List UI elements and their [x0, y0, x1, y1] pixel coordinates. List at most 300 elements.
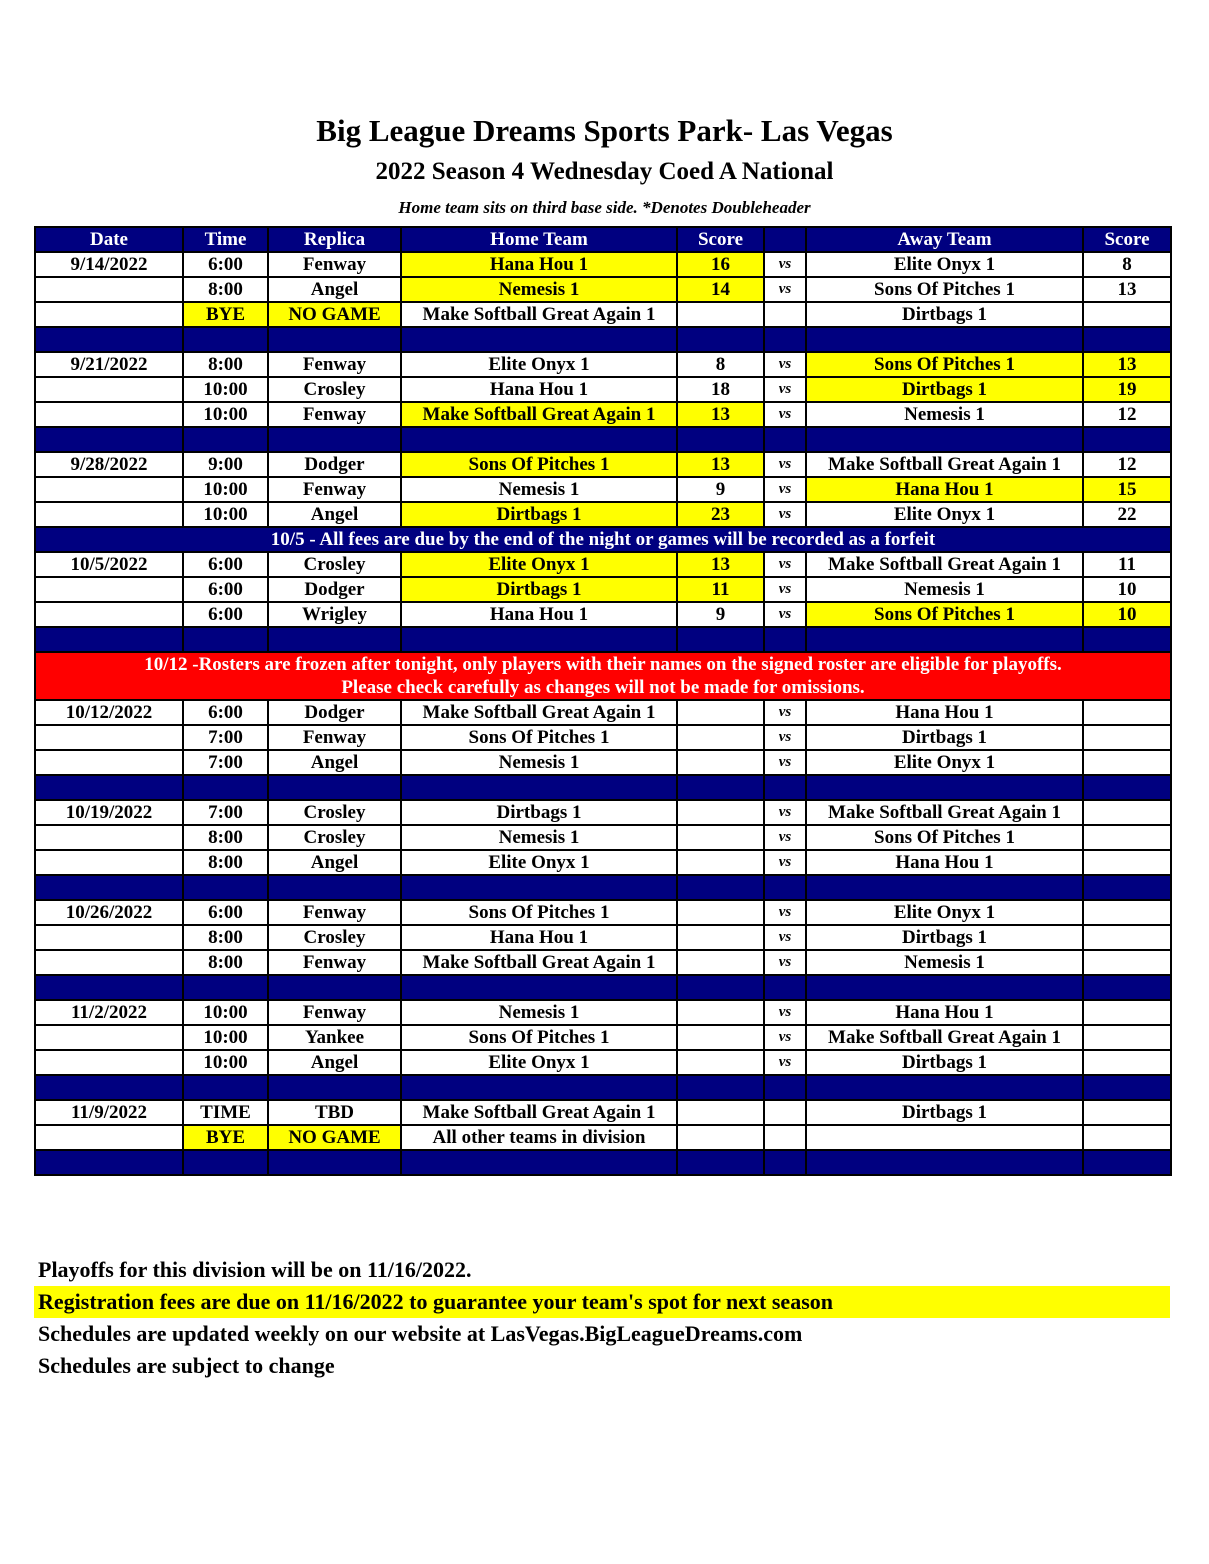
away-score-cell: 12: [1083, 402, 1171, 427]
game-row: [35, 1100, 1171, 1125]
vs-cell: vs: [764, 602, 806, 627]
home-team-cell: Dirtbags 1: [401, 502, 677, 527]
away-team-cell: Sons Of Pitches 1: [806, 277, 1083, 302]
away-score-cell: [1083, 825, 1171, 850]
vs-cell: [764, 302, 806, 327]
home-score-cell: [677, 700, 764, 725]
time-cell: 10:00: [183, 1025, 268, 1050]
home-score-cell: [677, 800, 764, 825]
date-cell: [35, 477, 183, 502]
separator-cell: [401, 775, 677, 800]
date-cell: [35, 602, 183, 627]
date-cell: [35, 850, 183, 875]
away-team-cell: Dirtbags 1: [806, 1050, 1083, 1075]
date-cell: 9/14/2022: [35, 252, 183, 277]
vs-cell: vs: [764, 477, 806, 502]
separator-cell: [1083, 1150, 1171, 1175]
away-team-cell: Sons Of Pitches 1: [806, 352, 1083, 377]
separator-row: [35, 327, 1171, 352]
away-score-cell: 15: [1083, 477, 1171, 502]
schedule-body: [35, 252, 1171, 1175]
home-team-cell: Dirtbags 1: [401, 800, 677, 825]
vs-cell: vs: [764, 950, 806, 975]
time-cell: 8:00: [183, 850, 268, 875]
time-cell: 8:00: [183, 950, 268, 975]
column-header-time: Time: [183, 227, 268, 252]
separator-cell: [183, 775, 268, 800]
schedule-table: [34, 226, 1172, 1176]
separator-row: [35, 1075, 1171, 1100]
separator-cell: [764, 1150, 806, 1175]
home-score-cell: [677, 850, 764, 875]
separator-cell: [35, 875, 183, 900]
separator-cell: [183, 875, 268, 900]
away-team-cell: Elite Onyx 1: [806, 502, 1083, 527]
separator-cell: [1083, 975, 1171, 1000]
vs-cell: vs: [764, 252, 806, 277]
date-cell: [35, 950, 183, 975]
home-team-cell: Sons Of Pitches 1: [401, 452, 677, 477]
home-team-cell: Sons Of Pitches 1: [401, 900, 677, 925]
replica-cell: Angel: [268, 1050, 401, 1075]
separator-cell: [764, 327, 806, 352]
away-score-cell: [1083, 925, 1171, 950]
time-cell: 9:00: [183, 452, 268, 477]
separator-cell: [35, 627, 183, 652]
vs-cell: vs: [764, 825, 806, 850]
separator-cell: [806, 627, 1083, 652]
date-cell: 9/21/2022: [35, 352, 183, 377]
home-score-cell: [677, 302, 764, 327]
away-team-cell: Dirtbags 1: [806, 377, 1083, 402]
separator-cell: [35, 975, 183, 1000]
away-team-cell: [806, 1125, 1083, 1150]
home-team-cell: Hana Hou 1: [401, 252, 677, 277]
separator-cell: [183, 427, 268, 452]
game-row: [35, 925, 1171, 950]
home-score-cell: 11: [677, 577, 764, 602]
home-score-cell: 18: [677, 377, 764, 402]
time-cell: 6:00: [183, 900, 268, 925]
website-note: Schedules are updated weekly on our website at LasVegas.BigLeagueDreams.com: [38, 1321, 803, 1346]
home-score-cell: [677, 1025, 764, 1050]
replica-cell: NO GAME: [268, 1125, 401, 1150]
replica-cell: Angel: [268, 850, 401, 875]
game-row: [35, 950, 1171, 975]
separator-row: [35, 775, 1171, 800]
column-header-vs: [764, 227, 806, 252]
separator-cell: [268, 627, 401, 652]
separator-cell: [677, 775, 764, 800]
time-cell: 8:00: [183, 352, 268, 377]
separator-cell: [401, 627, 677, 652]
date-cell: [35, 577, 183, 602]
home-score-cell: [677, 725, 764, 750]
time-cell: 8:00: [183, 277, 268, 302]
home-team-cell: Make Softball Great Again 1: [401, 950, 677, 975]
separator-cell: [806, 775, 1083, 800]
home-team-cell: Nemesis 1: [401, 750, 677, 775]
home-score-cell: 14: [677, 277, 764, 302]
home-score-cell: 9: [677, 477, 764, 502]
away-team-cell: Nemesis 1: [806, 402, 1083, 427]
home-team-cell: Nemesis 1: [401, 825, 677, 850]
separator-cell: [401, 327, 677, 352]
home-score-cell: [677, 900, 764, 925]
away-score-cell: [1083, 900, 1171, 925]
away-score-cell: 8: [1083, 252, 1171, 277]
time-cell: 7:00: [183, 800, 268, 825]
time-cell: 6:00: [183, 552, 268, 577]
replica-cell: Angel: [268, 502, 401, 527]
replica-cell: Angel: [268, 277, 401, 302]
vs-cell: vs: [764, 1000, 806, 1025]
home-team-cell: Elite Onyx 1: [401, 552, 677, 577]
date-cell: 9/28/2022: [35, 452, 183, 477]
separator-cell: [268, 875, 401, 900]
away-score-cell: [1083, 1025, 1171, 1050]
separator-cell: [764, 1075, 806, 1100]
separator-cell: [677, 327, 764, 352]
replica-cell: Fenway: [268, 477, 401, 502]
replica-cell: Fenway: [268, 725, 401, 750]
header-row: [35, 227, 1171, 252]
game-row: [35, 602, 1171, 627]
separator-cell: [35, 427, 183, 452]
time-cell: 10:00: [183, 1000, 268, 1025]
away-score-cell: [1083, 950, 1171, 975]
vs-cell: vs: [764, 900, 806, 925]
away-score-cell: [1083, 750, 1171, 775]
separator-cell: [1083, 327, 1171, 352]
vs-cell: vs: [764, 552, 806, 577]
separator-cell: [806, 875, 1083, 900]
home-team-cell: Hana Hou 1: [401, 377, 677, 402]
home-score-cell: 13: [677, 552, 764, 577]
home-team-cell: Hana Hou 1: [401, 602, 677, 627]
game-row: [35, 800, 1171, 825]
game-row: [35, 900, 1171, 925]
separator-cell: [1083, 775, 1171, 800]
home-score-cell: [677, 1050, 764, 1075]
game-row: [35, 402, 1171, 427]
separator-cell: [268, 775, 401, 800]
separator-row: [35, 627, 1171, 652]
home-score-cell: 16: [677, 252, 764, 277]
separator-cell: [677, 627, 764, 652]
date-cell: [35, 1125, 183, 1150]
away-team-cell: Dirtbags 1: [806, 302, 1083, 327]
date-cell: 10/26/2022: [35, 900, 183, 925]
away-team-cell: Sons Of Pitches 1: [806, 602, 1083, 627]
away-score-cell: 22: [1083, 502, 1171, 527]
replica-cell: Fenway: [268, 352, 401, 377]
home-team-cell: Elite Onyx 1: [401, 850, 677, 875]
vs-cell: vs: [764, 352, 806, 377]
separator-cell: [764, 975, 806, 1000]
home-team-cell: Elite Onyx 1: [401, 352, 677, 377]
home-score-cell: 8: [677, 352, 764, 377]
home-score-cell: [677, 1000, 764, 1025]
time-cell: 10:00: [183, 502, 268, 527]
replica-cell: Angel: [268, 750, 401, 775]
separator-cell: [35, 775, 183, 800]
away-score-cell: [1083, 800, 1171, 825]
replica-cell: Dodger: [268, 452, 401, 477]
page-title: Big League Dreams Sports Park- Las Vegas: [316, 113, 893, 148]
time-cell: 6:00: [183, 700, 268, 725]
separator-cell: [401, 427, 677, 452]
alert-cell: [35, 652, 1171, 700]
separator-cell: [401, 875, 677, 900]
home-score-cell: [677, 1100, 764, 1125]
separator-cell: [677, 875, 764, 900]
separator-cell: [35, 1150, 183, 1175]
home-team-cell: Nemesis 1: [401, 277, 677, 302]
separator-row: [35, 875, 1171, 900]
vs-cell: vs: [764, 402, 806, 427]
game-row: [35, 1025, 1171, 1050]
game-row: [35, 750, 1171, 775]
game-row: [35, 725, 1171, 750]
replica-cell: Crosley: [268, 800, 401, 825]
time-cell: 10:00: [183, 402, 268, 427]
away-team-cell: Hana Hou 1: [806, 850, 1083, 875]
time-cell: 7:00: [183, 725, 268, 750]
vs-cell: vs: [764, 277, 806, 302]
replica-cell: TBD: [268, 1100, 401, 1125]
time-cell: 10:00: [183, 477, 268, 502]
notice-row: [35, 527, 1171, 552]
date-cell: 10/19/2022: [35, 800, 183, 825]
replica-cell: Fenway: [268, 900, 401, 925]
game-row: [35, 277, 1171, 302]
away-score-cell: [1083, 1000, 1171, 1025]
separator-row: [35, 975, 1171, 1000]
home-team-cell: Hana Hou 1: [401, 925, 677, 950]
time-cell: 8:00: [183, 925, 268, 950]
column-header-replica: Replica: [268, 227, 401, 252]
away-team-cell: Elite Onyx 1: [806, 900, 1083, 925]
away-score-cell: 13: [1083, 352, 1171, 377]
game-row: [35, 302, 1171, 327]
home-team-cell: Make Softball Great Again 1: [401, 302, 677, 327]
home-team-cell: All other teams in division: [401, 1125, 677, 1150]
away-score-cell: 12: [1083, 452, 1171, 477]
vs-cell: vs: [764, 1025, 806, 1050]
away-score-cell: [1083, 850, 1171, 875]
separator-cell: [268, 427, 401, 452]
game-row: [35, 1050, 1171, 1075]
separator-cell: [401, 975, 677, 1000]
separator-cell: [1083, 427, 1171, 452]
game-row: [35, 452, 1171, 477]
column-header-away-score: Score: [1083, 227, 1171, 252]
vs-cell: vs: [764, 725, 806, 750]
game-row: [35, 477, 1171, 502]
home-score-cell: [677, 925, 764, 950]
replica-cell: Fenway: [268, 402, 401, 427]
separator-cell: [764, 775, 806, 800]
separator-cell: [677, 427, 764, 452]
date-cell: [35, 725, 183, 750]
vs-cell: vs: [764, 452, 806, 477]
separator-cell: [1083, 875, 1171, 900]
column-header-home-score: Score: [677, 227, 764, 252]
change-note: Schedules are subject to change: [38, 1353, 335, 1378]
date-cell: [35, 750, 183, 775]
home-team-cell: Dirtbags 1: [401, 577, 677, 602]
home-score-cell: 13: [677, 452, 764, 477]
date-cell: [35, 1050, 183, 1075]
replica-cell: Fenway: [268, 1000, 401, 1025]
vs-cell: vs: [764, 502, 806, 527]
game-row: [35, 502, 1171, 527]
time-cell: 6:00: [183, 577, 268, 602]
away-team-cell: Nemesis 1: [806, 950, 1083, 975]
away-score-cell: 13: [1083, 277, 1171, 302]
game-row: [35, 577, 1171, 602]
date-cell: [35, 825, 183, 850]
home-score-cell: [677, 1125, 764, 1150]
away-team-cell: Elite Onyx 1: [806, 252, 1083, 277]
away-score-cell: [1083, 302, 1171, 327]
page-subtitle: 2022 Season 4 Wednesday Coed A National: [375, 158, 834, 185]
home-team-cell: Nemesis 1: [401, 477, 677, 502]
alert-line-2: Please check carefully as changes will not be made for omissions.: [341, 677, 865, 698]
separator-cell: [35, 327, 183, 352]
home-score-cell: [677, 750, 764, 775]
game-row: [35, 825, 1171, 850]
vs-cell: vs: [764, 577, 806, 602]
date-cell: [35, 925, 183, 950]
vs-cell: [764, 1125, 806, 1150]
separator-cell: [1083, 1075, 1171, 1100]
home-team-note: Home team sits on third base side. *Denotes Doubleheader: [398, 198, 811, 217]
alert-line-1: 10/12 -Rosters are frozen after tonight, only players with their names on the signed roster are eligible for playoffs.: [144, 654, 1062, 675]
separator-cell: [183, 327, 268, 352]
replica-cell: Yankee: [268, 1025, 401, 1050]
date-cell: 11/2/2022: [35, 1000, 183, 1025]
away-score-cell: 10: [1083, 577, 1171, 602]
column-header-away-team: Away Team: [806, 227, 1083, 252]
vs-cell: vs: [764, 750, 806, 775]
home-team-cell: Sons Of Pitches 1: [401, 725, 677, 750]
away-score-cell: 11: [1083, 552, 1171, 577]
column-header-home-team: Home Team: [401, 227, 677, 252]
separator-cell: [401, 1150, 677, 1175]
game-row: [35, 377, 1171, 402]
separator-cell: [183, 1075, 268, 1100]
separator-cell: [183, 975, 268, 1000]
separator-cell: [764, 875, 806, 900]
away-score-cell: 19: [1083, 377, 1171, 402]
home-score-cell: [677, 825, 764, 850]
home-score-cell: 13: [677, 402, 764, 427]
home-team-cell: Sons Of Pitches 1: [401, 1025, 677, 1050]
replica-cell: Dodger: [268, 577, 401, 602]
vs-cell: vs: [764, 850, 806, 875]
separator-cell: [183, 1150, 268, 1175]
vs-cell: [764, 1100, 806, 1125]
separator-cell: [806, 1150, 1083, 1175]
game-row: [35, 1125, 1171, 1150]
replica-cell: Crosley: [268, 552, 401, 577]
replica-cell: Fenway: [268, 252, 401, 277]
footer-notes: [34, 1254, 1170, 1382]
separator-cell: [1083, 627, 1171, 652]
registration-note: Registration fees are due on 11/16/2022 to guarantee your team's spot for next season: [34, 1286, 1170, 1318]
away-team-cell: Nemesis 1: [806, 577, 1083, 602]
separator-cell: [806, 975, 1083, 1000]
away-score-cell: [1083, 700, 1171, 725]
time-cell: BYE: [183, 302, 268, 327]
date-cell: [35, 302, 183, 327]
separator-row: [35, 427, 1171, 452]
separator-cell: [677, 1075, 764, 1100]
separator-cell: [35, 1075, 183, 1100]
time-cell: BYE: [183, 1125, 268, 1150]
separator-cell: [806, 1075, 1083, 1100]
separator-cell: [183, 627, 268, 652]
away-team-cell: Dirtbags 1: [806, 925, 1083, 950]
home-score-cell: [677, 950, 764, 975]
vs-cell: vs: [764, 700, 806, 725]
time-cell: 6:00: [183, 602, 268, 627]
vs-cell: vs: [764, 925, 806, 950]
away-team-cell: Make Softball Great Again 1: [806, 552, 1083, 577]
time-cell: 7:00: [183, 750, 268, 775]
away-team-cell: Elite Onyx 1: [806, 750, 1083, 775]
game-row: [35, 700, 1171, 725]
replica-cell: Crosley: [268, 377, 401, 402]
home-team-cell: Make Softball Great Again 1: [401, 402, 677, 427]
away-score-cell: 10: [1083, 602, 1171, 627]
date-cell: [35, 277, 183, 302]
time-cell: 8:00: [183, 825, 268, 850]
away-team-cell: Make Softball Great Again 1: [806, 800, 1083, 825]
vs-cell: vs: [764, 377, 806, 402]
replica-cell: Crosley: [268, 825, 401, 850]
game-row: [35, 552, 1171, 577]
separator-cell: [677, 1150, 764, 1175]
away-team-cell: Hana Hou 1: [806, 1000, 1083, 1025]
date-cell: [35, 377, 183, 402]
date-cell: [35, 402, 183, 427]
home-team-cell: Make Softball Great Again 1: [401, 700, 677, 725]
separator-row: [35, 1150, 1171, 1175]
separator-cell: [268, 975, 401, 1000]
vs-cell: vs: [764, 1050, 806, 1075]
separator-cell: [268, 1150, 401, 1175]
away-score-cell: [1083, 1100, 1171, 1125]
time-cell: 6:00: [183, 252, 268, 277]
replica-cell: Wrigley: [268, 602, 401, 627]
separator-cell: [268, 1075, 401, 1100]
game-row: [35, 252, 1171, 277]
time-cell: 10:00: [183, 1050, 268, 1075]
away-team-cell: Hana Hou 1: [806, 477, 1083, 502]
home-team-cell: Elite Onyx 1: [401, 1050, 677, 1075]
date-cell: 11/9/2022: [35, 1100, 183, 1125]
away-team-cell: Hana Hou 1: [806, 700, 1083, 725]
away-score-cell: [1083, 1050, 1171, 1075]
replica-cell: Dodger: [268, 700, 401, 725]
replica-cell: Fenway: [268, 950, 401, 975]
away-team-cell: Dirtbags 1: [806, 1100, 1083, 1125]
separator-cell: [401, 1075, 677, 1100]
home-score-cell: 9: [677, 602, 764, 627]
